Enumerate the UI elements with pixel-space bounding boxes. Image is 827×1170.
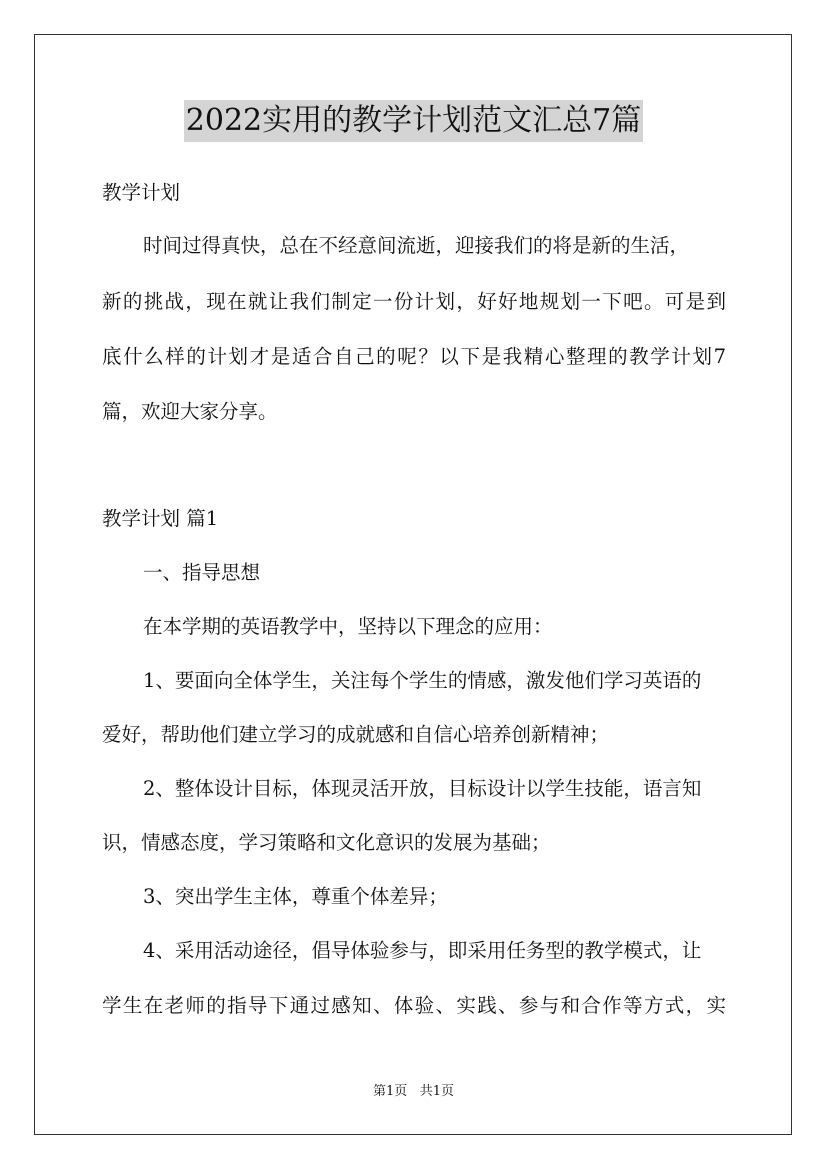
part1-line: 3、突出学生主体，尊重个体差异；: [143, 885, 448, 908]
part1-heading: 教学计划 篇1: [102, 507, 219, 530]
part1-line: 2、整体设计目标，体现灵活开放，目标设计以学生技能，语言知: [143, 777, 702, 800]
intro-line: 底什么样的计划才是适合自己的呢？以下是我精心整理的教学计划7: [102, 345, 726, 368]
part1-line: 识，情感态度，学习策略和文化意识的发展为基础；: [102, 831, 551, 854]
intro-line: 新的挑战，现在就让我们制定一份计划，好好地规划一下吧。可是到: [102, 290, 726, 313]
part1-line: 在本学期的英语教学中，坚持以下理念的应用：: [143, 615, 553, 638]
part1-line: 学生在老师的指导下通过感知、体验、实践、参与和合作等方式，实: [102, 994, 726, 1017]
title-container: [0, 100, 827, 142]
page-number: 第1页: [373, 1084, 408, 1099]
part1-line: 爱好，帮助他们建立学习的成就感和自信心培养创新精神；: [102, 723, 610, 746]
part1-line: 4、采用活动途径，倡导体验参与，即采用任务型的教学模式，让: [143, 939, 702, 962]
intro-line: 篇，欢迎大家分享。: [102, 400, 278, 423]
intro-line: 时间过得真快，总在不经意间流逝，迎接我们的将是新的生活，: [143, 234, 690, 257]
page-footer: [0, 1082, 827, 1102]
section-heading: 教学计划: [102, 181, 181, 204]
document-title: 2022实用的教学计划范文汇总7篇: [184, 100, 643, 142]
part1-line: 一、指导思想: [143, 561, 261, 584]
part1-line: 1、要面向全体学生，关注每个学生的情感，激发他们学习英语的: [143, 669, 702, 692]
page-total: 共1页: [419, 1084, 454, 1099]
